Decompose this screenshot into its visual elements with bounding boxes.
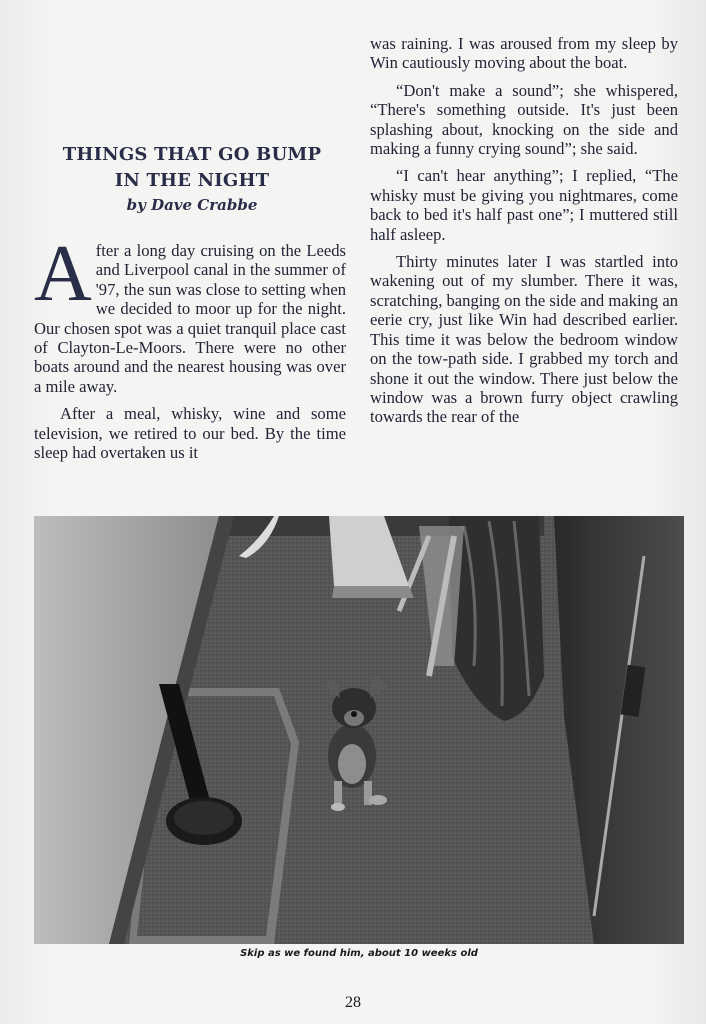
page-number: 28: [345, 994, 361, 1011]
dog-photo: [34, 516, 684, 944]
photo-caption: Skip as we found him, about 10 weeks old: [240, 948, 478, 959]
paragraph-2: After a meal, whisky, wine and some television, we retired to our bed. By the time sleep had overtaken us it: [34, 404, 346, 463]
paragraph-6: Thirty minutes later I was startled into wakening out of my slumber. There it was, scratching, banging on the side and making an eerie cry, just like Win had described earlier. This time it was below the bedroom window on the tow-path side. I grabbed my torch and shone it out the window. There just below the window was a brown furry object crawling towards the rear of the: [370, 252, 678, 427]
paragraph-1-text: fter a long day cruising on the Leeds and Liverpool canal in the summer of '97, the sun was close to setting when we decided to moor up for the night. Our chosen spot was a quiet tranquil place cast of Clayton-Le-Moors. There were no other boats around and the nearest housing was over a mile away.: [34, 241, 346, 396]
title-line-2: IN THE NIGHT: [114, 170, 270, 191]
article-header: [36, 142, 348, 216]
photo-illustration: [34, 516, 684, 944]
paragraph-5: “I can't hear anything”; I replied, “The whisky must be giving you nightmares, come back to bed it's half past one”; I muttered still half asleep.: [370, 166, 678, 244]
drop-cap: A: [34, 230, 92, 318]
left-text-column: [34, 230, 346, 470]
title-line-1: THINGS THAT GO BUMP: [62, 144, 322, 165]
article-byline: by Dave Crabbe: [126, 196, 258, 214]
right-text-column: [370, 34, 678, 435]
paragraph-3: was raining. I was aroused from my sleep by Win cautiously moving about the boat.: [370, 34, 678, 73]
paragraph-4: “Don't make a sound”; she whispered, “There's something outside. It's just been splashing about, knocking on the side and making a funny crying sound”; she said.: [370, 80, 678, 159]
article-title: [36, 142, 348, 194]
paragraph-1: [34, 230, 346, 396]
